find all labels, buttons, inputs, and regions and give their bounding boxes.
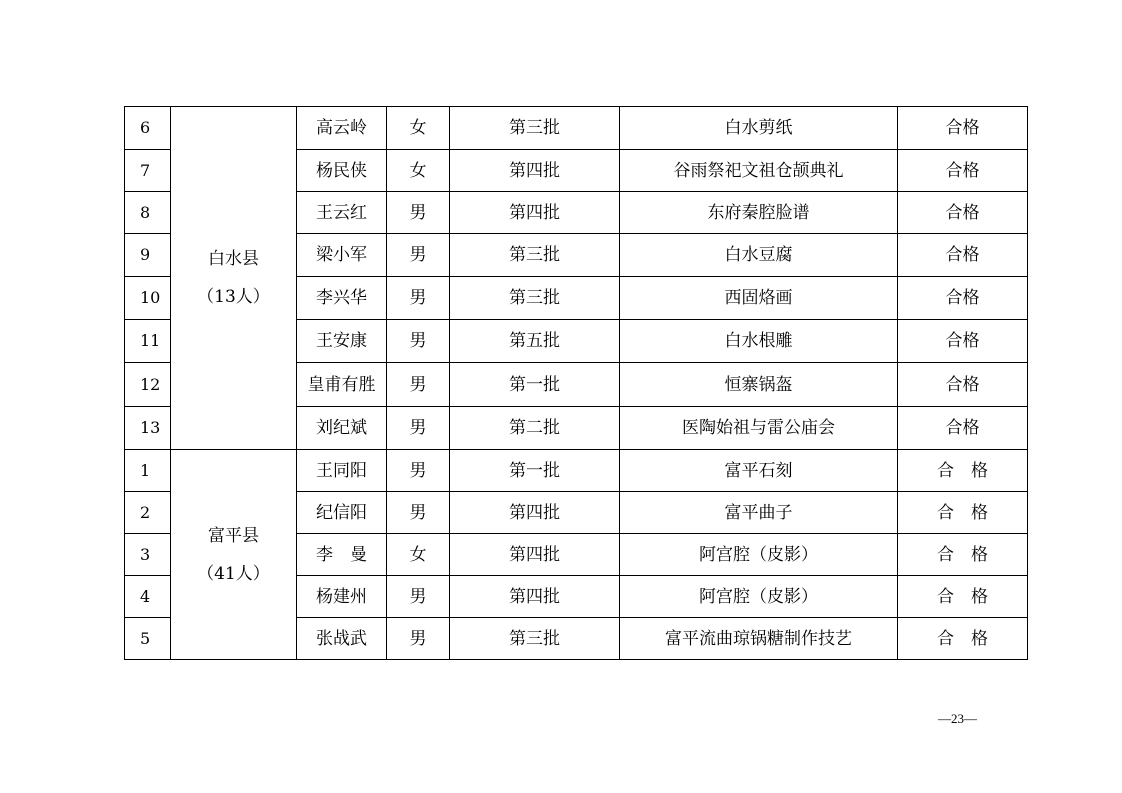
- assessment-result-cell: 合 格: [898, 576, 1028, 618]
- inheritor-name-cell: 王同阳: [297, 450, 387, 492]
- row-index-cell: 5: [125, 618, 171, 660]
- gender-cell: 男: [387, 407, 450, 450]
- assessment-result-cell: 合 格: [898, 618, 1028, 660]
- gender-cell: 男: [387, 320, 450, 363]
- assessment-result-cell: 合格: [898, 107, 1028, 150]
- row-index-cell: 13: [125, 407, 171, 450]
- row-index-cell: 2: [125, 492, 171, 534]
- row-index-cell: 3: [125, 534, 171, 576]
- heritage-project-cell: 富平曲子: [620, 492, 898, 534]
- gender-cell: 男: [387, 234, 450, 277]
- assessment-result-cell: 合格: [898, 363, 1028, 407]
- inheritor-assessment-table: [124, 106, 1028, 660]
- gender-cell: 女: [387, 534, 450, 576]
- inheritor-name-cell: 王云红: [297, 192, 387, 234]
- batch-cell: 第四批: [450, 150, 620, 192]
- batch-cell: 第五批: [450, 320, 620, 363]
- heritage-project-cell: 医陶始祖与雷公庙会: [620, 407, 898, 450]
- inheritor-name-cell: 李兴华: [297, 277, 387, 320]
- county-name: 富平县: [208, 525, 259, 546]
- batch-cell: 第三批: [450, 107, 620, 150]
- batch-cell: 第三批: [450, 277, 620, 320]
- inheritor-name-cell: 杨建州: [297, 576, 387, 618]
- heritage-project-cell: 白水豆腐: [620, 234, 898, 277]
- inheritor-name-cell: 王安康: [297, 320, 387, 363]
- assessment-result-cell: 合格: [898, 407, 1028, 450]
- county-name: 白水县: [208, 249, 259, 269]
- batch-cell: 第三批: [450, 618, 620, 660]
- inheritor-name-cell: 高云岭: [297, 107, 387, 150]
- batch-cell: 第三批: [450, 234, 620, 277]
- gender-cell: 男: [387, 450, 450, 492]
- heritage-project-cell: 富平石刻: [620, 450, 898, 492]
- row-index-cell: 7: [125, 150, 171, 192]
- table-body: [125, 107, 1028, 660]
- row-index-cell: 8: [125, 192, 171, 234]
- heritage-project-cell: 东府秦腔脸谱: [620, 192, 898, 234]
- row-index-cell: 1: [125, 450, 171, 492]
- heritage-project-cell: 白水剪纸: [620, 107, 898, 150]
- row-index-cell: 4: [125, 576, 171, 618]
- assessment-result-cell: 合格: [898, 277, 1028, 320]
- heritage-project-cell: 白水根雕: [620, 320, 898, 363]
- batch-cell: 第二批: [450, 407, 620, 450]
- row-index-cell: 6: [125, 107, 171, 150]
- heritage-project-cell: 阿宫腔（皮影）: [620, 534, 898, 576]
- heritage-project-cell: 富平流曲琼锅糖制作技艺: [620, 618, 898, 660]
- batch-cell: 第四批: [450, 492, 620, 534]
- assessment-result-cell: 合格: [898, 192, 1028, 234]
- county-cell: [171, 450, 297, 660]
- page-number: —23—: [938, 711, 977, 726]
- inheritor-name-cell: 杨民侠: [297, 150, 387, 192]
- assessment-result-cell: 合 格: [898, 534, 1028, 576]
- table-row: [125, 107, 1028, 150]
- gender-cell: 男: [387, 277, 450, 320]
- assessment-result-cell: 合格: [898, 150, 1028, 192]
- inheritor-name-cell: 纪信阳: [297, 492, 387, 534]
- gender-cell: 男: [387, 363, 450, 407]
- inheritor-name-cell: 刘纪斌: [297, 407, 387, 450]
- gender-cell: 女: [387, 107, 450, 150]
- county-count: （41人）: [197, 563, 270, 584]
- gender-cell: 女: [387, 150, 450, 192]
- assessment-result-cell: 合格: [898, 234, 1028, 277]
- gender-cell: 男: [387, 576, 450, 618]
- assessment-result-cell: 合 格: [898, 450, 1028, 492]
- gender-cell: 男: [387, 618, 450, 660]
- gender-cell: 男: [387, 492, 450, 534]
- inheritor-name-cell: 李 曼: [297, 534, 387, 576]
- assessment-result-cell: 合格: [898, 320, 1028, 363]
- heritage-project-cell: 谷雨祭祀文祖仓颉典礼: [620, 150, 898, 192]
- assessment-result-cell: 合 格: [898, 492, 1028, 534]
- gender-cell: 男: [387, 192, 450, 234]
- table-row: [125, 450, 1028, 492]
- row-index-cell: 10: [125, 277, 171, 320]
- batch-cell: 第四批: [450, 192, 620, 234]
- heritage-project-cell: 恒寨锅盔: [620, 363, 898, 407]
- county-count: （13人）: [197, 287, 270, 307]
- batch-cell: 第四批: [450, 576, 620, 618]
- batch-cell: 第一批: [450, 363, 620, 407]
- row-index-cell: 12: [125, 363, 171, 407]
- heritage-project-cell: 阿宫腔（皮影）: [620, 576, 898, 618]
- inheritor-name-cell: 皇甫有胜: [297, 363, 387, 407]
- row-index-cell: 11: [125, 320, 171, 363]
- inheritor-name-cell: 梁小军: [297, 234, 387, 277]
- batch-cell: 第一批: [450, 450, 620, 492]
- row-index-cell: 9: [125, 234, 171, 277]
- heritage-project-cell: 西固烙画: [620, 277, 898, 320]
- batch-cell: 第四批: [450, 534, 620, 576]
- county-cell: [171, 107, 297, 450]
- inheritor-name-cell: 张战武: [297, 618, 387, 660]
